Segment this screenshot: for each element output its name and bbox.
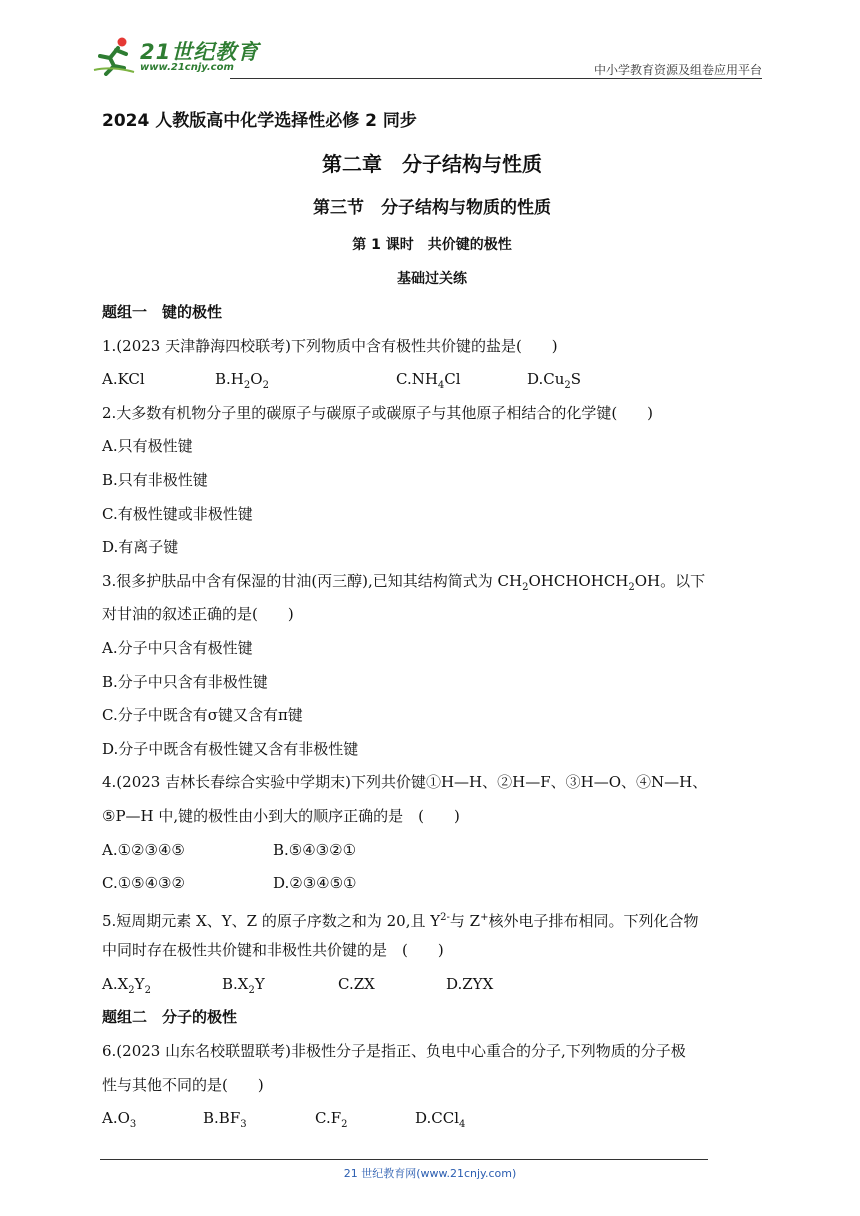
q3-option-a: A.分子中只含有极性键 — [102, 638, 253, 657]
question-4-options-row-1 — [102, 834, 762, 868]
q6-option-b: $B.BF_3$ — [203, 1109, 247, 1131]
q5-option-a: $A.X_2Y_2$ — [102, 974, 151, 996]
question-2-stem: 2.大多数有机物分子里的碳原子与碳原子或碳原子与其他原子相结合的化学键( ) — [102, 403, 654, 422]
q3-option-c: C.分子中既含有σ键又含有π键 — [102, 706, 303, 725]
question-6-stem-line-1: 6.(2023 山东名校联盟联考)非极性分子是指正、负电中心重合的分子,下列物质的分子极 — [102, 1042, 686, 1061]
q2-option-b: B.只有非极性键 — [102, 470, 208, 489]
group-1-title: 题组一 键的极性 — [102, 303, 223, 321]
q6-option-d: D.CCl$_4$ — [415, 1109, 466, 1131]
q4-option-a: A.①②③④⑤ — [102, 840, 185, 859]
question-3-stem-line-1: 3.很多护肤品中含有保湿的甘油(丙三醇),已知其结构简式为 $CH_2OHCHOHCH_2OH$。以下 — [102, 571, 706, 593]
q2-option-d: D.有离子键 — [102, 538, 179, 557]
group-2-title: 题组二 分子的极性 — [102, 1008, 238, 1027]
footer-link[interactable]: 21 世纪教育网(www.21cnjy.com) — [343, 1167, 517, 1180]
q4-option-b: B.⑤④③②① — [273, 840, 357, 859]
lesson-title: 第 1 课时 共价键的极性 — [352, 237, 512, 253]
logo — [90, 34, 290, 80]
question-4-options-row-2 — [102, 867, 762, 901]
q5-option-c: C.ZX — [338, 974, 375, 993]
q6-option-c: $C.F_2$ — [315, 1109, 348, 1131]
question-5-options — [102, 968, 762, 1002]
q3-option-d: D.分子中既含有极性键又含有非极性键 — [102, 739, 359, 758]
question-4-stem-line-1: 4.(2023 吉林长春综合实验中学期末)下列共价键①H—H、②H—F、③H—O、④N—H、 — [102, 773, 708, 792]
section-title: 第三节 分子结构与物质的性质 — [313, 198, 551, 218]
q4-option-d: D.②③④⑤① — [273, 874, 357, 893]
q3-option-b: B.分子中只含有非极性键 — [102, 672, 268, 691]
series-title: 2024 人教版高中化学选择性必修 2 同步 — [102, 111, 417, 131]
q5-option-d: D.ZYX — [446, 974, 494, 993]
question-1-options — [102, 363, 762, 397]
q5-option-b: $B.X_2Y$ — [222, 974, 265, 996]
platform-label: 中小学教育资源及组卷应用平台 — [593, 63, 762, 77]
chapter-title: 第二章 分子结构与性质 — [322, 152, 542, 176]
question-4-stem-line-2: ⑤P—H 中,键的极性由小到大的顺序正确的是 ( ) — [102, 806, 460, 825]
q1-option-d: $D.Cu_2S$ — [527, 370, 582, 392]
question-6-options — [102, 1102, 762, 1136]
q2-option-c: C.有极性键或非极性键 — [102, 504, 253, 523]
question-3-stem-line-2: 对甘油的叙述正确的是( ) — [102, 605, 294, 624]
question-5-stem-line-1: 5.短周期元素 X、Y、Z 的原子序数之和为 20,且 $Y^{2-}$与 Z+核外电子排布相同。下列化合物 — [102, 911, 699, 930]
document-body — [102, 106, 762, 1136]
header-divider — [230, 78, 762, 79]
q1-option-c: $C.NH_4Cl$ — [396, 370, 461, 392]
question-1-stem: 1.(2023 天津静海四校联考)下列物质中含有极性共价键的盐是( ) — [102, 336, 558, 355]
q1-option-b: $B.H_2O_2$ — [215, 370, 269, 392]
logo-text: 21世纪教育 — [140, 40, 260, 64]
q1-option-a: A.KCl — [102, 370, 145, 389]
logo-url: www.21cnjy.com — [140, 62, 234, 73]
question-5-stem-line-2: 中同时存在极性共价键和非极性共价键的是 ( ) — [102, 941, 444, 960]
q4-option-c: C.①⑤④③② — [102, 874, 185, 893]
footer-divider — [100, 1159, 708, 1160]
q2-option-a: A.只有极性键 — [102, 437, 193, 456]
q6-option-a: $A.O_3$ — [102, 1109, 137, 1131]
runner-logo-icon — [92, 36, 136, 76]
practice-title: 基础过关练 — [397, 271, 467, 287]
question-6-stem-line-2: 性与其他不同的是( ) — [102, 1075, 264, 1094]
page-header — [90, 34, 762, 80]
